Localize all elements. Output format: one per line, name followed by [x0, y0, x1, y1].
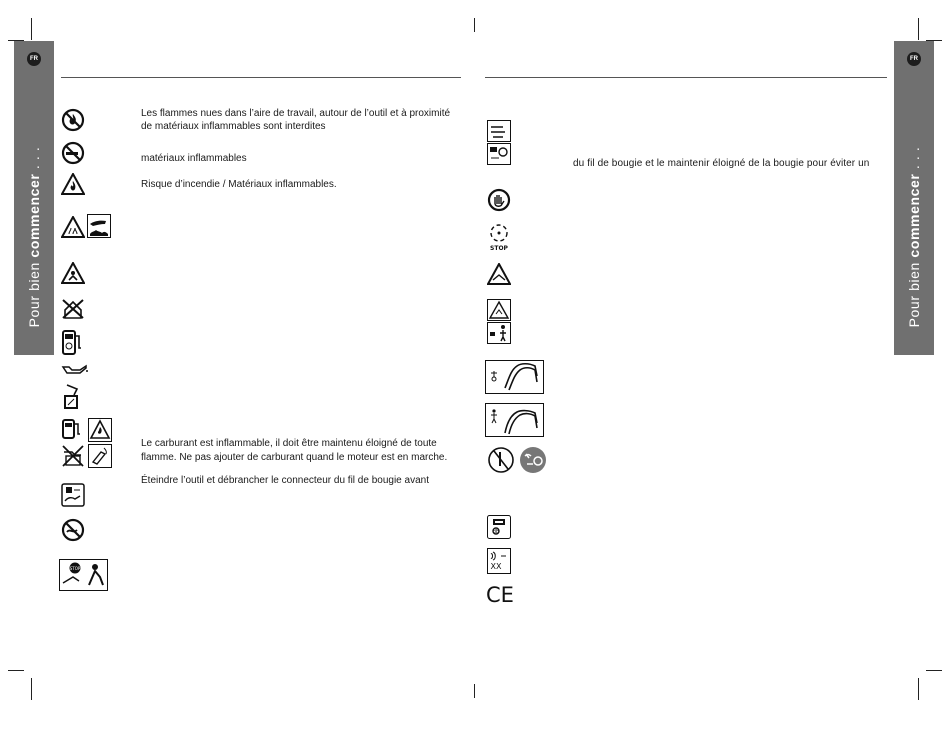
ce-mark-icon	[486, 583, 514, 605]
crop-mark	[918, 678, 919, 700]
crop-mark	[926, 670, 942, 671]
hot-surface-icon	[61, 216, 85, 238]
switch-off-text: Éteindre l’outil et débrancher le connecteur du fil de bougie avant	[141, 475, 429, 486]
svg-text:STOP: STOP	[69, 566, 81, 571]
xx-label: XX	[490, 562, 502, 571]
fire-risk-text: Risque d’incendie / Matériaux inflammables.	[141, 179, 337, 190]
svg-text:dB: dB	[492, 529, 500, 535]
no-fuel-crossed-icon	[61, 298, 85, 320]
stop-blade-icon	[59, 559, 108, 591]
bystander-warning-icon	[487, 299, 511, 345]
oil-can-icon	[61, 362, 89, 376]
crop-mark	[31, 678, 32, 700]
fuel-pump-icon	[61, 418, 83, 440]
no-open-flame-icon	[61, 108, 85, 132]
operator-engine-icon	[487, 515, 511, 539]
noise-level-icon	[487, 548, 511, 574]
no-smoking-icon	[61, 141, 85, 165]
flame-warning-text-line-1: Les flammes nues dans l’aire de travail, autour de l’outil et à proximité	[141, 108, 451, 119]
crop-mark	[31, 18, 32, 40]
warning-person-icon	[61, 262, 85, 284]
header-rule-left	[61, 77, 461, 78]
fuel-warning-text-line-1: Le carburant est inflammable, il doit être maintenu éloigné de toute	[141, 438, 437, 449]
side-tab-right	[894, 41, 934, 355]
flammable-materials-text: matériaux inflammables	[141, 153, 247, 164]
flame-warning-text-line-2: de matériaux inflammables sont interdites	[141, 121, 326, 132]
hand-burn-icon	[87, 214, 111, 238]
spark-plug-text: du fil de bougie et le maintenir éloigné de la bougie pour éviter un	[573, 158, 870, 169]
warning-throw-icon	[487, 263, 511, 285]
header-rule-right	[485, 77, 887, 78]
hand-warning-icon	[487, 188, 511, 212]
side-tab-label: Pour bien commencer . . .	[906, 146, 922, 328]
stop-label: STOP	[490, 245, 508, 252]
fire-hazard-icon	[61, 173, 85, 195]
fuel-refill-icon	[61, 383, 85, 411]
crop-mark	[8, 670, 24, 671]
fuel-warning-text-line-2: flamme. Ne pas ajouter de carburant quand le moteur est en marche.	[141, 452, 448, 463]
no-fuel-crossed-icon	[61, 444, 85, 468]
side-tab-label: Pour bien commencer . . .	[26, 146, 42, 328]
ce-mark-text: CE	[486, 583, 514, 605]
handle-position-icon	[485, 360, 544, 394]
handle-operator-icon	[485, 403, 544, 437]
crop-mark	[918, 18, 919, 40]
language-badge: FR	[27, 52, 41, 66]
no-grass-icon	[487, 446, 515, 474]
crop-mark	[474, 18, 475, 32]
stop-rotation-icon	[486, 222, 512, 252]
side-tab-left	[14, 41, 54, 355]
fire-hazard-icon	[88, 418, 112, 442]
fuel-refill-icon	[88, 444, 112, 468]
spark-plug-icon	[487, 120, 511, 166]
manual-icon	[61, 483, 85, 507]
crop-mark	[474, 684, 475, 698]
no-hose-icon	[61, 518, 85, 542]
fuel-pump-icon	[61, 328, 83, 356]
collector-icon	[519, 446, 547, 474]
language-badge: FR	[907, 52, 921, 66]
